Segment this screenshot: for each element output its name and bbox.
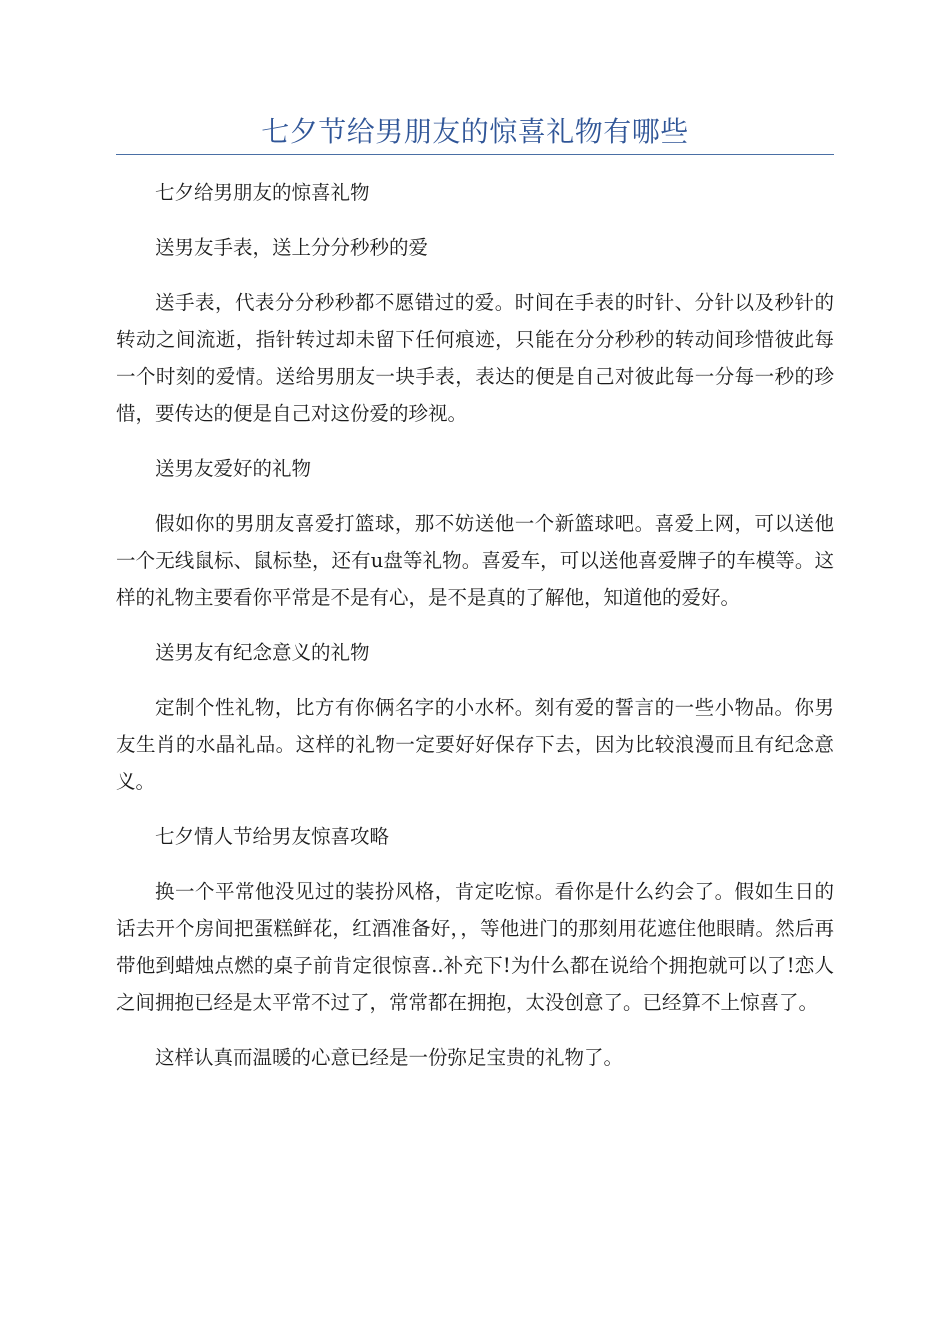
paragraph-memorial-gifts: 定制个性礼物，比方有你俩名字的小水杯。刻有爱的誓言的一些小物品。你男友生肖的水晶礼品。这样的礼物一定要好好保存下去，因为比较浪漫而且有纪念意义。: [116, 696, 834, 793]
paragraph-watch: 送手表，代表分分秒秒都不愿错过的爱。时间在手表的时针、分针以及秒针的转动之间流逝，指针转过却未留下任何痕迹，只能在分分秒秒的转动间珍惜彼此每一个时刻的爱情。送给男朋友一块手表，表达的便是自己对彼此每一分每一秒的珍惜，要传达的便是自己对这份爱的珍视。: [116, 291, 834, 425]
title-underline: [116, 154, 834, 155]
subheading-memorial-gifts: 送男友有纪念意义的礼物: [155, 641, 370, 664]
subheading-surprise-guide: 七夕情人节给男友惊喜攻略: [155, 825, 390, 848]
paragraph-surprise-guide: 换一个平常他没见过的装扮风格，肯定吃惊。看你是什么约会了。假如生日的话去开个房间把蛋糕鲜花，红酒准备好，，等他进门的那刻用花遮住他眼睛。然后再带他到蜡烛点燃的桌子前肯定很惊喜..补充下!为什么都在说给个拥抱就可以了!恋人之间拥抱已经是太平常不过了，常常都在拥抱，太没创意了。已经算不上惊喜了。: [116, 880, 834, 1014]
subheading-surprise-gifts: 七夕给男朋友的惊喜礼物: [155, 181, 370, 204]
subheading-watch: 送男友手表，送上分分秒秒的爱: [155, 236, 429, 259]
paragraph-closing: 这样认真而温暖的心意已经是一份弥足宝贵的礼物了。: [155, 1046, 624, 1069]
document-body: [116, 174, 834, 1094]
paragraph-hobby-gifts: 假如你的男朋友喜爱打篮球，那不妨送他一个新篮球吧。喜爱上网，可以送他一个无线鼠标、鼠标垫，还有u盘等礼物。喜爱车，可以送他喜爱牌子的车模等。这样的礼物主要看你平常是不是有心，是不是真的了解他，知道他的爱好。: [116, 512, 834, 609]
subheading-hobby-gifts: 送男友爱好的礼物: [155, 457, 312, 480]
document-title: 七夕节给男朋友的惊喜礼物有哪些: [261, 115, 689, 148]
